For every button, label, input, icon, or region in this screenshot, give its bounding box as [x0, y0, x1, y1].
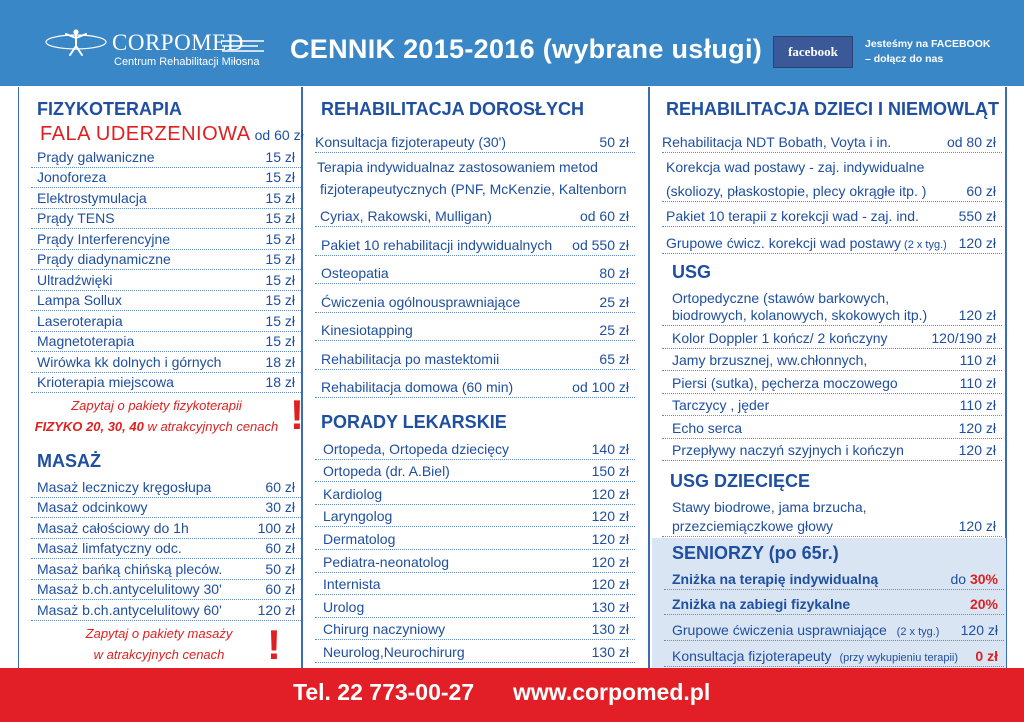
item-price: 15 zł [265, 271, 295, 288]
list-item [315, 313, 635, 342]
item-price: 120 zł [591, 485, 629, 502]
item-name: Kardiolog [323, 485, 383, 502]
list-item [315, 256, 635, 285]
phone-number[interactable]: Tel. 22 773-00-27 [293, 679, 475, 705]
masaz-note-line2: w atrakcyjnych cenach [93, 647, 225, 662]
item-name: Ortopeda, Ortopeda dziecięcy [323, 440, 509, 457]
page-title: CENNIK 2015-2016 (wybrane usługi) [290, 34, 763, 64]
item-name: Wirówka kk dolnych i górnych [37, 353, 222, 370]
list-item [662, 125, 1002, 153]
usg-orto-line-1: Ortopedyczne (stawów barkowych, [672, 290, 890, 306]
facebook-invite [865, 37, 990, 67]
item-price: 120 zł [958, 419, 996, 436]
terapia-line-1: Terapia indywidualnaz zastosowaniem metod [317, 159, 598, 175]
website-link[interactable]: www.corpomed.pl [513, 679, 711, 705]
item-price: 15 zł [265, 333, 295, 349]
facebook-line-2: – dołącz do nas [865, 53, 944, 65]
item-discount: 30% [969, 571, 998, 587]
column-fizykoterapia-masaz [19, 87, 302, 668]
item-name: Neurolog,Neurochirurg [323, 643, 465, 660]
item-name: Prądy galwaniczne [37, 148, 155, 165]
item-name: Ortopeda (dr. A.Biel) [323, 463, 450, 480]
item-price: 130 zł [591, 598, 629, 615]
item-price: 120 zł [591, 576, 629, 593]
fizykoterapia-note-bold: FIZYKO 20, 30, 40 [34, 419, 144, 434]
list-item [315, 550, 635, 573]
list-item [31, 559, 301, 580]
list-item [31, 291, 301, 312]
list-item [662, 326, 1002, 349]
item-price: 15 zł [265, 292, 295, 308]
section-title-porady: PORADY LEKARSKIE [321, 412, 507, 432]
item-name: Lampa Sollux [37, 292, 122, 308]
section-title-rehab-doroslych: REHABILITACJA DOROSŁYCH [321, 99, 585, 119]
item-name: Cyriax, Rakowski, Mulligan) [320, 208, 492, 224]
list-item [315, 227, 635, 256]
item-price: 50 zł [599, 134, 629, 150]
item-price: 60 zł [265, 478, 295, 495]
item-name: Masaż całościowy do 1h [37, 519, 189, 536]
section-title-masaz: MASAŻ [37, 451, 101, 471]
list-item [662, 227, 1002, 254]
item-name: Magnetoterapia [37, 333, 135, 349]
item-name: Laryngolog [323, 508, 393, 525]
item-price: 120/190 zł [931, 329, 996, 346]
list-item [664, 641, 1004, 667]
fizykoterapia-note-rest: w atrakcyjnych cenach [143, 419, 279, 434]
list-item [662, 177, 1002, 202]
list-item [664, 590, 1004, 615]
item-prefix: do [950, 571, 970, 587]
list-item [662, 394, 1002, 417]
item-price: 18 zł [265, 353, 295, 370]
item-name: Masaż b.ch.antycelulitowy 30' [37, 581, 222, 597]
logo-figure-icon [44, 28, 108, 58]
item-price: 60 zł [966, 183, 996, 199]
list-item [662, 511, 1002, 537]
item-price: 25 zł [599, 293, 629, 310]
item-name: Rehabilitacja po mastektomii [321, 350, 500, 367]
item-name: Prądy diadynamiczne [37, 251, 171, 267]
list-item [664, 615, 1004, 641]
item-name: przezciemiączkowe głowy [672, 518, 834, 534]
item-name: Chirurg naczyniowy [323, 621, 446, 638]
item-name: Tarczycy , jęder [672, 397, 770, 413]
list-item [315, 341, 635, 370]
item-name: Ćwiczenia ogólnousprawniające [321, 293, 521, 310]
list-item [662, 439, 1002, 462]
list-item [662, 416, 1002, 439]
section-title-seniorzy: SENIORZY (po 65r.) [672, 543, 839, 563]
list-item [31, 229, 301, 250]
item-name: Elektrostymulacja [37, 189, 147, 206]
item-name: Pediatra-neonatolog [323, 553, 450, 570]
item-price: 60 zł [265, 540, 295, 556]
list-item [31, 539, 301, 560]
item-name: Kinesiotapping [321, 322, 413, 338]
list-item [31, 168, 301, 189]
list-item [662, 371, 1002, 394]
fala-uderzeniowa [40, 123, 302, 146]
footer-bar [0, 668, 1024, 722]
item-price: 60 zł [265, 581, 295, 597]
logo-lines-icon [222, 38, 266, 54]
corpomed-logo [44, 28, 274, 72]
item-price: 120 zł [591, 508, 629, 525]
item-price: 550 zł [958, 208, 996, 224]
section-title-fizykoterapia: FIZYKOTERAPIA [37, 99, 183, 119]
item-name: Masaż odcinkowy [37, 499, 148, 515]
list-item [31, 600, 301, 621]
item-price: 15 zł [265, 251, 295, 267]
item-name: Jamy brzusznej, ww.chłonnych, [672, 352, 868, 368]
item-name: Rehabilitacja NDT Bobath, Voyta i in. [662, 134, 892, 150]
logo-subtitle: Centrum Rehabilitacji Miłosna [114, 56, 260, 68]
item-price: 15 zł [265, 230, 295, 247]
section-title-rehab-dzieci: REHABILITACJA DZIECI I NIEMOWLĄT [666, 99, 999, 119]
list-item [31, 477, 301, 498]
section-title-usg-dzieciece: USG DZIECIĘCE [670, 471, 811, 491]
item-price: 120 zł [958, 518, 996, 534]
item-price: 15 zł [265, 189, 295, 206]
masaz-note-line1: Zapytaj o pakiety masaży [85, 626, 233, 641]
item-price: 25 zł [599, 322, 629, 338]
item-name: Grupowe ćwiczenia usprawniające [672, 622, 887, 638]
item-name: Piersi (sutka), pęcherza moczowego [672, 374, 898, 391]
item-name: Masaż leczniczy kręgosłupa [37, 478, 212, 495]
exclamation-icon: ! [290, 391, 304, 438]
item-price: 120 zł [257, 601, 295, 618]
seniorzy-panel [652, 538, 1006, 668]
list-item [315, 505, 635, 528]
list-item [31, 373, 301, 394]
item-name: Jonoforeza [37, 169, 107, 185]
item-price: 120 zł [591, 530, 629, 547]
column-rehab-porady [303, 87, 649, 668]
list-item [315, 284, 635, 313]
item-name: Pakiet 10 terapii z korekcji wad - zaj. ind. [666, 208, 919, 224]
item-name: Rehabilitacja domowa (60 min) [321, 379, 514, 395]
list-item [662, 349, 1002, 372]
item-name: Zniżka na terapię indywidualną [672, 571, 879, 587]
list-item [315, 199, 635, 227]
facebook-line-1: Jesteśmy na FACEBOOK [865, 38, 991, 50]
list-item [315, 437, 635, 460]
item-price: od 80 zł [946, 134, 996, 150]
masaz-note [59, 623, 259, 665]
list-item [315, 125, 635, 153]
item-price: 100 zł [257, 519, 295, 536]
item-name: Masaż b.ch.antycelulitowy 60' [37, 601, 222, 618]
item-price: 65 zł [599, 350, 629, 367]
exclamation-icon: ! [267, 621, 281, 668]
list-item [315, 460, 635, 483]
list-item [315, 527, 635, 550]
item-price: od 60 zł [579, 208, 629, 224]
list-item [31, 352, 301, 373]
item-price: 130 zł [591, 621, 629, 638]
item-price: 80 zł [599, 265, 629, 281]
item-name: Masaż bańką chińską pleców. [37, 560, 223, 577]
item-price: od 100 zł [572, 379, 629, 395]
item-name: Kolor Doppler 1 kończ/ 2 kończyny [672, 329, 888, 346]
korekcja-line-1: Korekcja wad postawy - zaj. indywidualne [666, 159, 925, 175]
list-item [31, 147, 301, 168]
item-name: Prądy Interferencyjne [37, 230, 171, 247]
list-item [31, 209, 301, 230]
header-bar [0, 0, 1024, 86]
item-name: Echo serca [672, 419, 743, 436]
item-name: Laseroterapia [37, 312, 123, 329]
item-name: Krioterapia miejscowa [37, 374, 174, 390]
item-price: 120 zł [958, 307, 996, 323]
item-price: 140 zł [591, 440, 629, 457]
item-frequency: (2 x tyg.) [896, 626, 940, 638]
facebook-logo[interactable]: facebook [773, 36, 853, 68]
item-name: Przepływy naczyń szyjnych i kończyn [672, 442, 904, 458]
item-price: 120 zł [958, 235, 996, 251]
item-name: Grupowe ćwicz. korekcji wad postawy [666, 235, 901, 251]
item-price: 30 zł [265, 499, 295, 515]
item-price: 0 zł [975, 648, 998, 664]
list-item [31, 518, 301, 539]
item-condition: (przy wykupieniu terapii) [839, 652, 959, 664]
list-item [31, 580, 301, 601]
item-price: 50 zł [265, 560, 295, 577]
item-name: Ultradźwięki [37, 271, 113, 288]
item-name: Konsultacja fizjoterapeuty (30') [315, 134, 506, 150]
item-name: Masaż limfatyczny odc. [37, 540, 182, 556]
item-name: biodrowych, kolanowych, skokowych itp.) [672, 307, 928, 323]
list-item [662, 202, 1002, 227]
fizykoterapia-note [19, 395, 294, 437]
list-item [664, 566, 1004, 590]
item-price: 120 zł [960, 622, 998, 638]
item-price: 130 zł [591, 643, 629, 660]
item-name: Osteopatia [321, 265, 389, 281]
item-name: Dermatolog [323, 530, 396, 547]
list-item [662, 301, 1002, 326]
list-item [31, 311, 301, 332]
list-item [315, 640, 635, 663]
item-price: 110 zł [959, 374, 996, 391]
terapia-line-2: fizjoterapeutycznych (PNF, McKenzie, Kaltenborn [320, 181, 627, 197]
item-name: Pakiet 10 rehabilitacji indywidualnych [321, 236, 553, 253]
item-price: 120 zł [958, 442, 996, 458]
fala-price: od 60 zł [254, 127, 304, 143]
list-item [31, 498, 301, 519]
logo-name: CORPOMED [112, 30, 244, 55]
item-name: Urolog [323, 598, 365, 615]
item-price: 120 zł [591, 553, 629, 570]
list-item [315, 573, 635, 596]
item-name: Prądy TENS [37, 210, 115, 226]
item-price: 15 zł [265, 148, 295, 165]
list-item [315, 482, 635, 505]
item-name: (skoliozy, płaskostopie, plecy okrągłe itp. ) [666, 183, 927, 199]
item-discount: 20% [969, 596, 998, 612]
fizykoterapia-note-line1: Zapytaj o pakiety fizykoterapii [71, 398, 242, 413]
item-name: Internista [323, 576, 381, 593]
item-price: 150 zł [591, 463, 629, 480]
list-item [315, 618, 635, 641]
list-item [31, 188, 301, 209]
list-item [315, 370, 635, 399]
fala-label: FALA UDERZENIOWA [40, 123, 251, 145]
item-frequency: (2 x tyg.) [900, 239, 947, 251]
item-price: 15 zł [265, 210, 295, 226]
item-name: Konsultacja fizjoterapeuty [672, 648, 832, 664]
item-price: 15 zł [265, 169, 295, 185]
list-item [31, 270, 301, 291]
item-name: Zniżka na zabiegi fizykalne [672, 596, 851, 612]
list-item [31, 332, 301, 353]
list-item [315, 595, 635, 618]
item-price: 110 zł [959, 397, 996, 413]
item-price: 15 zł [265, 312, 295, 329]
usg-dzieci-line-1: Stawy biodrowe, jama brzucha, [672, 499, 867, 515]
section-title-usg: USG [672, 262, 712, 282]
item-price: 18 zł [265, 374, 295, 390]
item-price: 110 zł [959, 352, 996, 368]
item-price: od 550 zł [572, 236, 629, 253]
list-item [31, 250, 301, 271]
